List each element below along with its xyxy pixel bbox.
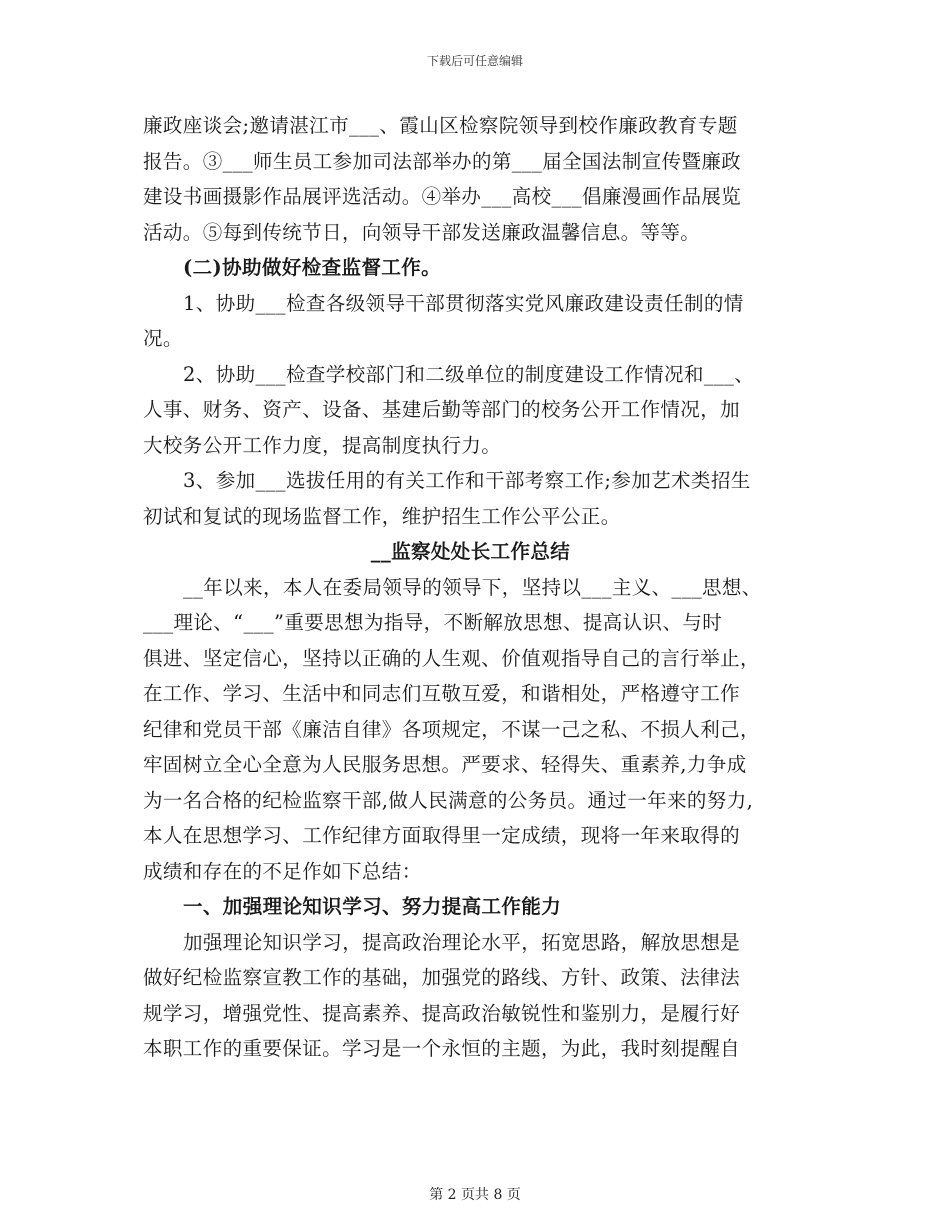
body-text-line: 本职工作的重要保证。学习是一个永恒的主题，为此，我时刻提醒自 (143, 1037, 741, 1060)
body-text-line: 报告。③___师生员工参加司法部举办的第___届全国法制宣传暨廉政 (143, 149, 742, 173)
body-text-line: 加强理论知识学习，提高政治理论水平，拓宽思路，解放思想是 (183, 930, 741, 954)
body-text-line: 俱进、坚定信心，坚持以正确的人生观、价值观指导自己的言行举止， (143, 646, 760, 670)
body-text-line: 在工作、学习、生活中和同志们互敬互爱，和谐相处，严格遵守工作 (143, 682, 741, 705)
body-text-line: 大校务公开工作力度，提高制度执行力。 (143, 433, 502, 457)
page-footer: 第 2 页共 8 页 (429, 1187, 521, 1203)
section-heading: 一、加强理论知识学习、努力提高工作能力 (183, 895, 562, 918)
document-body (143, 108, 798, 1067)
body-text-line: __年以来，本人在委局领导的领导下，坚持以___主义、___思想、 (183, 575, 762, 599)
body-text-line: 初试和复试的现场监督工作，维护招生工作公平公正。 (143, 504, 621, 528)
body-text-line: 本人在思想学习、工作纪律方面取得里一定成绩，现将一年来取得的 (143, 824, 741, 847)
body-text-line: 规学习，增强党性、提高素养、提高政治敏锐性和鉴别力，是履行好 (143, 1001, 741, 1025)
body-text-line: 2、协助___检查学校部门和二级单位的制度建设工作情况和___、 (183, 362, 755, 386)
body-text-line: 况。 (143, 327, 183, 350)
body-text-line: 做好纪检监察宣教工作的基础，加强党的路线、方针、政策、法律法 (143, 966, 741, 989)
body-text-line: 人事、财务、资产、设备、基建后勤等部门的校务公开工作情况，加 (143, 398, 741, 421)
body-text-line: 为一名合格的纪检监察干部,做人民满意的公务员。通过一年来的努力, (143, 788, 754, 812)
body-text-line: 1、协助___检查各级领导干部贯彻落实党风廉政建设责任制的情 (183, 291, 744, 315)
body-text-line: 廉政座谈会;邀请湛江市___、霞山区检察院领导到校作廉政教育专题 (143, 114, 738, 137)
page-header: 下载后可任意编辑 (426, 54, 523, 68)
body-text-line: 纪律和党员干部《廉洁自律》各项规定，不谋一己之私、不损人利己， (143, 717, 760, 741)
body-text-line: 活动。⑤每到传统节日，向领导干部发送廉政温馨信息。等等。 (143, 220, 701, 244)
body-text-line: ___理论、“___”重要思想为指导，不断解放思想、提高认识、与时 (143, 611, 723, 634)
section-heading: (二)协助做好检查监督工作。 (183, 256, 442, 279)
body-text-line: 成绩和存在的不足作如下总结： (143, 859, 422, 883)
section-title: __监察处处长工作总结 (370, 540, 571, 563)
body-text-line: 3、参加___选拔任用的有关工作和干部考察工作;参加艺术类招生 (183, 469, 751, 492)
body-text-line: 建设书画摄影作品展评选活动。④举办___高校___倡廉漫画作品展览 (143, 185, 742, 208)
body-text-line: 牢固树立全心全意为人民服务思想。严要求、轻得失、重素养,力争成 (143, 753, 747, 776)
